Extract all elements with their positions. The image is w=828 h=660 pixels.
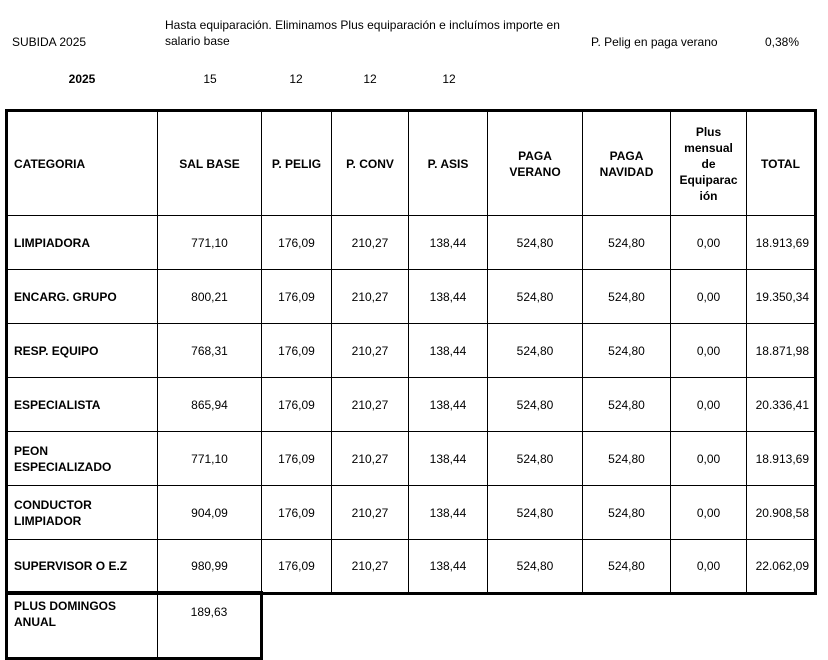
cell-total: 22.062,09 bbox=[747, 540, 816, 594]
table-row bbox=[7, 216, 816, 270]
cell-categoria: ESPECIALISTA bbox=[7, 378, 158, 432]
cell-paga-navidad: 524,80 bbox=[583, 216, 671, 270]
cell-p-pelig: 176,09 bbox=[262, 378, 332, 432]
pelig-label: P. Pelig en paga verano bbox=[591, 35, 718, 49]
salary-table bbox=[5, 109, 817, 595]
plus-domingos-table bbox=[5, 591, 263, 660]
cell-categoria: RESP. EQUIPO bbox=[7, 324, 158, 378]
subida-label: SUBIDA 2025 bbox=[12, 35, 87, 49]
header-plus-mensual: Plus mensual de Equiparac ión bbox=[671, 111, 747, 216]
cell-paga-verano: 524,80 bbox=[488, 270, 583, 324]
header-row bbox=[7, 111, 816, 216]
count-p-conv: 12 bbox=[363, 72, 377, 86]
cell-paga-verano: 524,80 bbox=[488, 540, 583, 594]
cell-categoria: CONDUCTOR LIMPIADOR bbox=[7, 486, 158, 540]
header-p-conv: P. CONV bbox=[332, 111, 409, 216]
cell-p-conv: 210,27 bbox=[332, 216, 409, 270]
cell-total: 18.913,69 bbox=[747, 432, 816, 486]
count-p-pelig: 12 bbox=[289, 72, 303, 86]
header-total: TOTAL bbox=[747, 111, 816, 216]
cell-paga-verano: 524,80 bbox=[488, 432, 583, 486]
cell-p-asis: 138,44 bbox=[409, 378, 488, 432]
plus-domingos-row bbox=[7, 593, 262, 659]
cell-p-asis: 138,44 bbox=[409, 486, 488, 540]
cell-p-pelig: 176,09 bbox=[262, 486, 332, 540]
cell-p-conv: 210,27 bbox=[332, 378, 409, 432]
cell-plus-mensual: 0,00 bbox=[671, 216, 747, 270]
cell-sal-base: 771,10 bbox=[158, 216, 262, 270]
cell-p-pelig: 176,09 bbox=[262, 216, 332, 270]
header-categoria: CATEGORIA bbox=[7, 111, 158, 216]
cell-paga-verano: 524,80 bbox=[488, 486, 583, 540]
cell-p-conv: 210,27 bbox=[332, 270, 409, 324]
cell-total: 20.908,58 bbox=[747, 486, 816, 540]
cell-p-conv: 210,27 bbox=[332, 540, 409, 594]
plus-domingos-value: 189,63 bbox=[158, 593, 262, 659]
cell-sal-base: 768,31 bbox=[158, 324, 262, 378]
header-paga-verano: PAGA VERANO bbox=[488, 111, 583, 216]
cell-total: 18.871,98 bbox=[747, 324, 816, 378]
plus-domingos-label: PLUS DOMINGOS ANUAL bbox=[7, 593, 158, 659]
cell-plus-mensual: 0,00 bbox=[671, 432, 747, 486]
cell-sal-base: 865,94 bbox=[158, 378, 262, 432]
cell-paga-navidad: 524,80 bbox=[583, 378, 671, 432]
cell-p-asis: 138,44 bbox=[409, 540, 488, 594]
cell-p-pelig: 176,09 bbox=[262, 324, 332, 378]
cell-categoria: LIMPIADORA bbox=[7, 216, 158, 270]
cell-categoria: SUPERVISOR O E.Z bbox=[7, 540, 158, 594]
cell-p-asis: 138,44 bbox=[409, 216, 488, 270]
cell-total: 20.336,41 bbox=[747, 378, 816, 432]
count-p-asis: 12 bbox=[442, 72, 456, 86]
cell-sal-base: 800,21 bbox=[158, 270, 262, 324]
cell-p-conv: 210,27 bbox=[332, 324, 409, 378]
note-text: Hasta equiparación. Eliminamos Plus equiparación e incluímos importe en salario base bbox=[165, 18, 560, 48]
cell-paga-navidad: 524,80 bbox=[583, 324, 671, 378]
cell-plus-mensual: 0,00 bbox=[671, 378, 747, 432]
cell-paga-navidad: 524,80 bbox=[583, 270, 671, 324]
table-row bbox=[7, 540, 816, 594]
cell-paga-verano: 524,80 bbox=[488, 216, 583, 270]
count-sal-base: 15 bbox=[203, 72, 217, 86]
cell-plus-mensual: 0,00 bbox=[671, 270, 747, 324]
cell-plus-mensual: 0,00 bbox=[671, 540, 747, 594]
cell-p-asis: 138,44 bbox=[409, 324, 488, 378]
header-p-pelig: P. PELIG bbox=[262, 111, 332, 216]
table-row bbox=[7, 378, 816, 432]
cell-categoria: ENCARG. GRUPO bbox=[7, 270, 158, 324]
table-row bbox=[7, 270, 816, 324]
cell-p-asis: 138,44 bbox=[409, 432, 488, 486]
cell-paga-verano: 524,80 bbox=[488, 378, 583, 432]
cell-total: 18.913,69 bbox=[747, 216, 816, 270]
cell-p-pelig: 176,09 bbox=[262, 432, 332, 486]
cell-sal-base: 771,10 bbox=[158, 432, 262, 486]
table-row bbox=[7, 432, 816, 486]
header-paga-navidad: PAGA NAVIDAD bbox=[583, 111, 671, 216]
cell-plus-mensual: 0,00 bbox=[671, 324, 747, 378]
cell-p-conv: 210,27 bbox=[332, 432, 409, 486]
cell-paga-verano: 524,80 bbox=[488, 324, 583, 378]
cell-p-asis: 138,44 bbox=[409, 270, 488, 324]
header-sal-base: SAL BASE bbox=[158, 111, 262, 216]
cell-total: 19.350,34 bbox=[747, 270, 816, 324]
cell-sal-base: 904,09 bbox=[158, 486, 262, 540]
cell-plus-mensual: 0,00 bbox=[671, 486, 747, 540]
cell-sal-base: 980,99 bbox=[158, 540, 262, 594]
cell-p-pelig: 176,09 bbox=[262, 270, 332, 324]
cell-paga-navidad: 524,80 bbox=[583, 432, 671, 486]
year-label: 2025 bbox=[68, 72, 96, 86]
header-p-asis: P. ASIS bbox=[409, 111, 488, 216]
cell-paga-navidad: 524,80 bbox=[583, 540, 671, 594]
table-row bbox=[7, 486, 816, 540]
cell-paga-navidad: 524,80 bbox=[583, 486, 671, 540]
cell-p-conv: 210,27 bbox=[332, 486, 409, 540]
cell-p-pelig: 176,09 bbox=[262, 540, 332, 594]
pelig-value: 0,38% bbox=[765, 35, 800, 49]
cell-categoria: PEON ESPECIALIZADO bbox=[7, 432, 158, 486]
table-row bbox=[7, 324, 816, 378]
